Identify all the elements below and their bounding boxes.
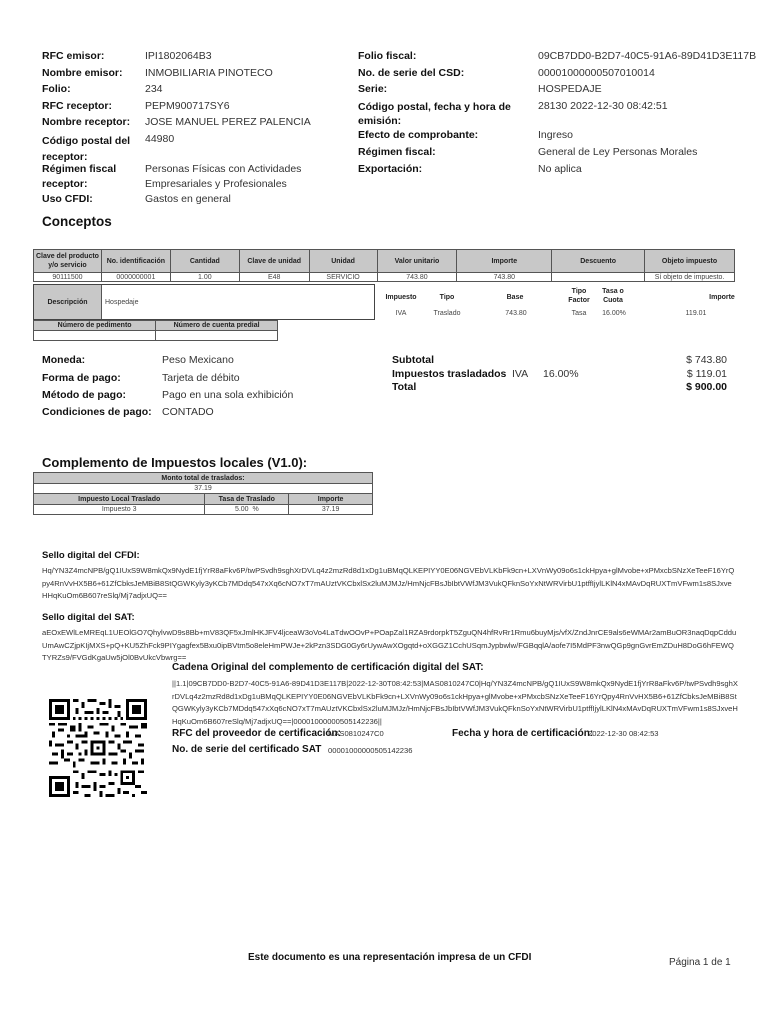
rfc-receptor-row xyxy=(42,100,230,113)
regimen-receptor-label-line2: receptor: xyxy=(42,178,88,190)
serie-csd-value: 00001000000507010014 xyxy=(538,67,655,79)
tax-header-importe: Importe xyxy=(709,294,735,301)
descripcion-label: Descripción xyxy=(34,285,102,319)
header-monto-total-traslados: Monto total de traslados: xyxy=(34,473,373,484)
header-no-identificacion: No. identificación xyxy=(101,250,170,273)
nombre-receptor-value: JOSE MANUEL PEREZ PALENCIA xyxy=(145,116,311,128)
sello-cfdi-title: Sello digital del CFDI: xyxy=(42,550,140,561)
tax-header-tasa xyxy=(598,287,628,305)
cell-cuenta-predial xyxy=(156,331,278,341)
nombre-receptor-row xyxy=(42,116,311,129)
cell-descuento xyxy=(552,273,645,282)
cp-receptor-label-line1: Código postal del xyxy=(42,135,131,147)
tax-header-tipo-factor-line2: Factor xyxy=(568,297,590,304)
cell-unidad: SERVICIO xyxy=(309,273,377,282)
header-objeto-impuesto: Objeto impuesto xyxy=(645,250,735,273)
serie-value: HOSPEDAJE xyxy=(538,83,602,95)
impuestos-locales-table xyxy=(33,472,373,515)
subtotal-value: $ 743.80 xyxy=(686,354,727,366)
header-cantidad: Cantidad xyxy=(170,250,239,273)
serie-certificado-sat-label: No. de serie del certificado SAT xyxy=(172,744,322,755)
folio-value: 234 xyxy=(145,83,163,95)
metodo-pago-row xyxy=(42,389,293,402)
uso-cfdi-label: Uso CFDI: xyxy=(42,193,93,205)
header-descuento: Descuento xyxy=(552,250,645,273)
qr-code-icon xyxy=(49,699,147,797)
impuestos-trasladados-rate: 16.00% xyxy=(543,368,579,380)
conceptos-title: Conceptos xyxy=(42,214,112,229)
rfc-emisor-label: RFC emisor: xyxy=(42,50,105,62)
regimen-receptor-value-line1: Personas Físicas con Actividades xyxy=(145,163,302,175)
serie-csd-row xyxy=(358,67,655,80)
rfc-proveedor-value: MAS0810247C0 xyxy=(328,729,384,738)
cp-fecha-emision-label-line1: Código postal, fecha y hora de xyxy=(358,101,511,113)
conceptos-table xyxy=(33,249,735,282)
tax-cell-tasa: 16.00% xyxy=(602,310,626,317)
pedimento-table xyxy=(33,320,278,341)
impuestos-trasladados-label: Impuestos trasladados xyxy=(392,368,507,380)
rfc-receptor-label: RFC receptor: xyxy=(42,100,113,112)
footer-note: Este documento es una representación impresa de un CFDI xyxy=(248,952,532,963)
condiciones-pago-row xyxy=(42,406,214,419)
header-cuenta-predial: Número de cuenta predial xyxy=(156,321,278,331)
cell-impuesto-local: Impuesto 3 xyxy=(34,505,205,515)
descripcion-value: Hospedaje xyxy=(105,298,139,306)
tax-header-tipo: Tipo xyxy=(439,294,455,301)
cell-importe: 743.80 xyxy=(457,273,552,282)
serie-row xyxy=(358,83,602,96)
cell-no-identificacion: 0000000001 xyxy=(101,273,170,282)
exportacion-value: No aplica xyxy=(538,163,582,175)
cp-fecha-emision-label xyxy=(358,100,538,128)
header-impuesto-local: Impuesto Local Traslado xyxy=(34,494,205,505)
header-numero-pedimento: Número de pedimento xyxy=(34,321,156,331)
regimen-receptor-value-line2: Empresariales y Profesionales xyxy=(145,178,287,190)
sello-cfdi-value: Hq/YN3Z4mcNPB/gQ1IUxS9W8mkQx9NydE1fjYrR8aFkv6P/twPSvdh9sghXrDVLq4z2mzRd8d1xDg1uBMqQLKEPIYY0E06NGVEbVLKbFk9cn+LXVnWy09o6s1ckHpya+glMvobe+xPMxcbSNzXeTeeF16YrQpy4RnVvHX5B6+61ZfCbksJeMBiB8StQGWKyly3yKCb7MDdq547xXq6cNO7xT7mAUztVKCbxlSx2luMJMJz/HmNjcFBsJbIbtVWfJM3VukQFknSoYxNtWRVirbU1ptffIjylLKlN4xMAvDqRUXTmVFwm1s8SJxveHHqKuOm6B607reSlq/Mj7adjxUQ== xyxy=(42,566,735,600)
sello-sat-value: aEOxEWlLeMREqL1UEOlGO7QhylvwD9s8Bb+mV83QF5xJmlHKJFV4ljceaW3oVo4LaTdwOOvP+POapZal1RZA9rdorpkT5ZguQN4hfRvRr1Rmu6buyMjs/vfX/ZndJnrCE9als6eWMAr2amBuOR3naqDqpCdduUmAwCZjpKIjMXS+pQ+KU5ZhFck9PIYgagfex5Bxu0ipBVtm5o8eleHmPWJe+2kPzn3SDG0Gy6rUywAwXOgqtd+oXGGZ1CchUSqmJypbwlw/FGBqqlA/aofe7I5MdPF3nwQGp9gnGvrEmZDuH8DoG6hFEWQTYRZs9/FVGdKgaUw5jOl0BvUkcVbwrg== xyxy=(42,628,737,662)
rfc-emisor-row xyxy=(42,50,212,63)
regimen-receptor-label xyxy=(42,162,145,192)
uso-cfdi-value: Gastos en general xyxy=(145,193,231,205)
header-importe: Importe xyxy=(457,250,552,273)
cell-importe-local: 37.19 xyxy=(289,505,373,515)
total-label: Total xyxy=(392,381,417,393)
nombre-emisor-value: INMOBILIARIA PINOTECO xyxy=(145,67,273,79)
cell-clave-unidad: E48 xyxy=(239,273,309,282)
cell-monto-total-traslados: 37.19 xyxy=(34,484,373,494)
cp-receptor-label-line2: receptor: xyxy=(42,151,88,163)
header-valor-unitario: Valor unitario xyxy=(377,250,457,273)
tax-header-tipo-factor xyxy=(564,287,594,305)
moneda-value: Peso Mexicano xyxy=(162,354,234,366)
header-unidad: Unidad xyxy=(309,250,377,273)
metodo-pago-label: Método de pago: xyxy=(42,389,126,401)
tax-header-tasa-line1: Tasa o xyxy=(602,288,624,295)
sello-sat-title: Sello digital del SAT: xyxy=(42,612,135,623)
tax-header-base: Base xyxy=(506,294,524,301)
regimen-fiscal-value: General de Ley Personas Morales xyxy=(538,146,698,158)
tax-cell-importe: 119.01 xyxy=(685,310,707,317)
exportacion-label: Exportación: xyxy=(358,163,423,175)
cadena-original-value: ||1.1|09CB7DD0-B2D7-40C5-91A6-89D41D3E117B|2022-12-30T08:42:53|MAS0810247C0|Hq/YN3Z4mcNPB/gQ1IUxS9W8mkQx9NydE1fjYrR8aFkv6P/twPSvdh9sghXrDVLq4z2mzRd8d1xDg1uBMqQLKEPIYY0E06NGVEbVLKbFk9cn+LXVnWy09o6s1ckHpya+glMvobe+xPMxcbSNzXeTeeF16YrQpy4RnVvHX5B6+61ZfCbksJeMBiB8StQGWKyly3yKCb7MDdq547xXq6cNO7xT7mAUztVKCbxlSx2luMJMJz/HmNjcFBsJbIbtVWfJM3VukQFknSoYxNtWRVirbU1ptffIjylLKlN4xMAvDqRUXTmVFwm1s8SJxveHHqKuOm6B607reSlq/Mj7adjxUQ==|00001000000505142236|| xyxy=(172,679,738,726)
cell-tasa-traslado: 5.00 % xyxy=(205,505,289,515)
cell-numero-pedimento xyxy=(34,331,156,341)
header-clave-producto: Clave del producto y/o servicio xyxy=(34,250,102,273)
tax-header-tasa-line2: Cuota xyxy=(603,297,623,304)
impuestos-trasladados-value: $ 119.01 xyxy=(686,368,727,380)
nombre-emisor-row xyxy=(42,67,273,80)
folio-fiscal-label: Folio fiscal: xyxy=(358,50,417,62)
regimen-fiscal-row xyxy=(358,146,697,159)
impuestos-locales-title: Complemento de Impuestos locales (V1.0): xyxy=(42,455,308,470)
cell-valor-unitario: 743.80 xyxy=(377,273,457,282)
moneda-label: Moneda: xyxy=(42,354,86,366)
tax-header-tipo-factor-line1: Tipo xyxy=(571,288,587,295)
cp-fecha-emision-label-line2: emisión: xyxy=(358,115,402,127)
rfc-emisor-value: IPI1802064B3 xyxy=(145,50,212,62)
subtotal-label: Subtotal xyxy=(392,354,434,366)
table-row xyxy=(34,505,373,515)
tax-header-impuesto: Impuesto xyxy=(385,294,417,301)
impuestos-trasladados-type: IVA xyxy=(512,368,529,380)
regimen-fiscal-label: Régimen fiscal: xyxy=(358,146,436,158)
header-tasa-traslado: Tasa de Traslado xyxy=(205,494,289,505)
tax-cell-tipo-factor: Tasa xyxy=(571,310,587,317)
tax-cell-tipo: Traslado xyxy=(433,310,461,317)
nombre-emisor-label: Nombre emisor: xyxy=(42,67,123,79)
rfc-proveedor-label: RFC del proveedor de certificación: xyxy=(172,728,341,739)
total-value: $ 900.00 xyxy=(686,381,727,393)
descripcion-box xyxy=(33,284,375,320)
tax-cell-base: 743.80 xyxy=(505,310,527,317)
page-number: Página 1 de 1 xyxy=(669,957,731,968)
forma-pago-value: Tarjeta de débito xyxy=(162,372,240,384)
cp-receptor-row xyxy=(42,133,174,165)
cell-cantidad: 1.00 xyxy=(170,273,239,282)
forma-pago-label: Forma de pago: xyxy=(42,372,121,384)
cp-fecha-emision-row xyxy=(358,100,668,128)
cp-receptor-value: 44980 xyxy=(145,133,175,145)
cp-receptor-label xyxy=(42,133,145,165)
exportacion-row xyxy=(358,163,582,176)
efecto-row xyxy=(358,129,573,142)
header-importe-local: Importe xyxy=(289,494,373,505)
fecha-certificacion-value: 2022-12-30 08:42:53 xyxy=(588,729,659,738)
condiciones-pago-label: Condiciones de pago: xyxy=(42,406,152,418)
fecha-certificacion-label: Fecha y hora de certificación: xyxy=(452,728,594,739)
metodo-pago-value: Pago en una sola exhibición xyxy=(162,389,294,401)
efecto-value: Ingreso xyxy=(538,129,574,141)
folio-row xyxy=(42,83,163,96)
cell-clave-producto: 90111500 xyxy=(34,273,102,282)
tax-cell-impuesto: IVA xyxy=(395,310,407,317)
regimen-receptor-value xyxy=(145,162,301,192)
table-row xyxy=(34,273,735,282)
cell-objeto-impuesto: Sí objeto de impuesto. xyxy=(645,273,735,282)
forma-pago-row xyxy=(42,372,240,385)
folio-fiscal-value: 09CB7DD0-B2D7-40C5-91A6-89D41D3E117B xyxy=(538,50,757,62)
regimen-receptor-label-line1: Régimen fiscal xyxy=(42,163,117,175)
efecto-label: Efecto de comprobante: xyxy=(358,129,479,141)
folio-label: Folio: xyxy=(42,83,71,95)
serie-label: Serie: xyxy=(358,83,388,95)
conceptos-header-row xyxy=(34,250,735,273)
serie-certificado-sat-value: 00001000000505142236 xyxy=(328,746,413,755)
folio-fiscal-row xyxy=(358,50,756,63)
cadena-original-title: Cadena Original del complemento de certificación digital del SAT: xyxy=(172,662,484,673)
qr-code-graphic xyxy=(49,699,147,797)
rfc-receptor-value: PEPM900717SY6 xyxy=(145,100,230,112)
uso-cfdi-row xyxy=(42,193,231,206)
moneda-row xyxy=(42,354,234,367)
regimen-receptor-row xyxy=(42,162,301,192)
nombre-receptor-label: Nombre receptor: xyxy=(42,116,131,128)
condiciones-pago-value: CONTADO xyxy=(162,406,214,418)
cp-fecha-emision-value: 28130 2022-12-30 08:42:51 xyxy=(538,100,668,112)
header-clave-unidad: Clave de unidad xyxy=(239,250,309,273)
serie-csd-label: No. de serie del CSD: xyxy=(358,67,465,79)
